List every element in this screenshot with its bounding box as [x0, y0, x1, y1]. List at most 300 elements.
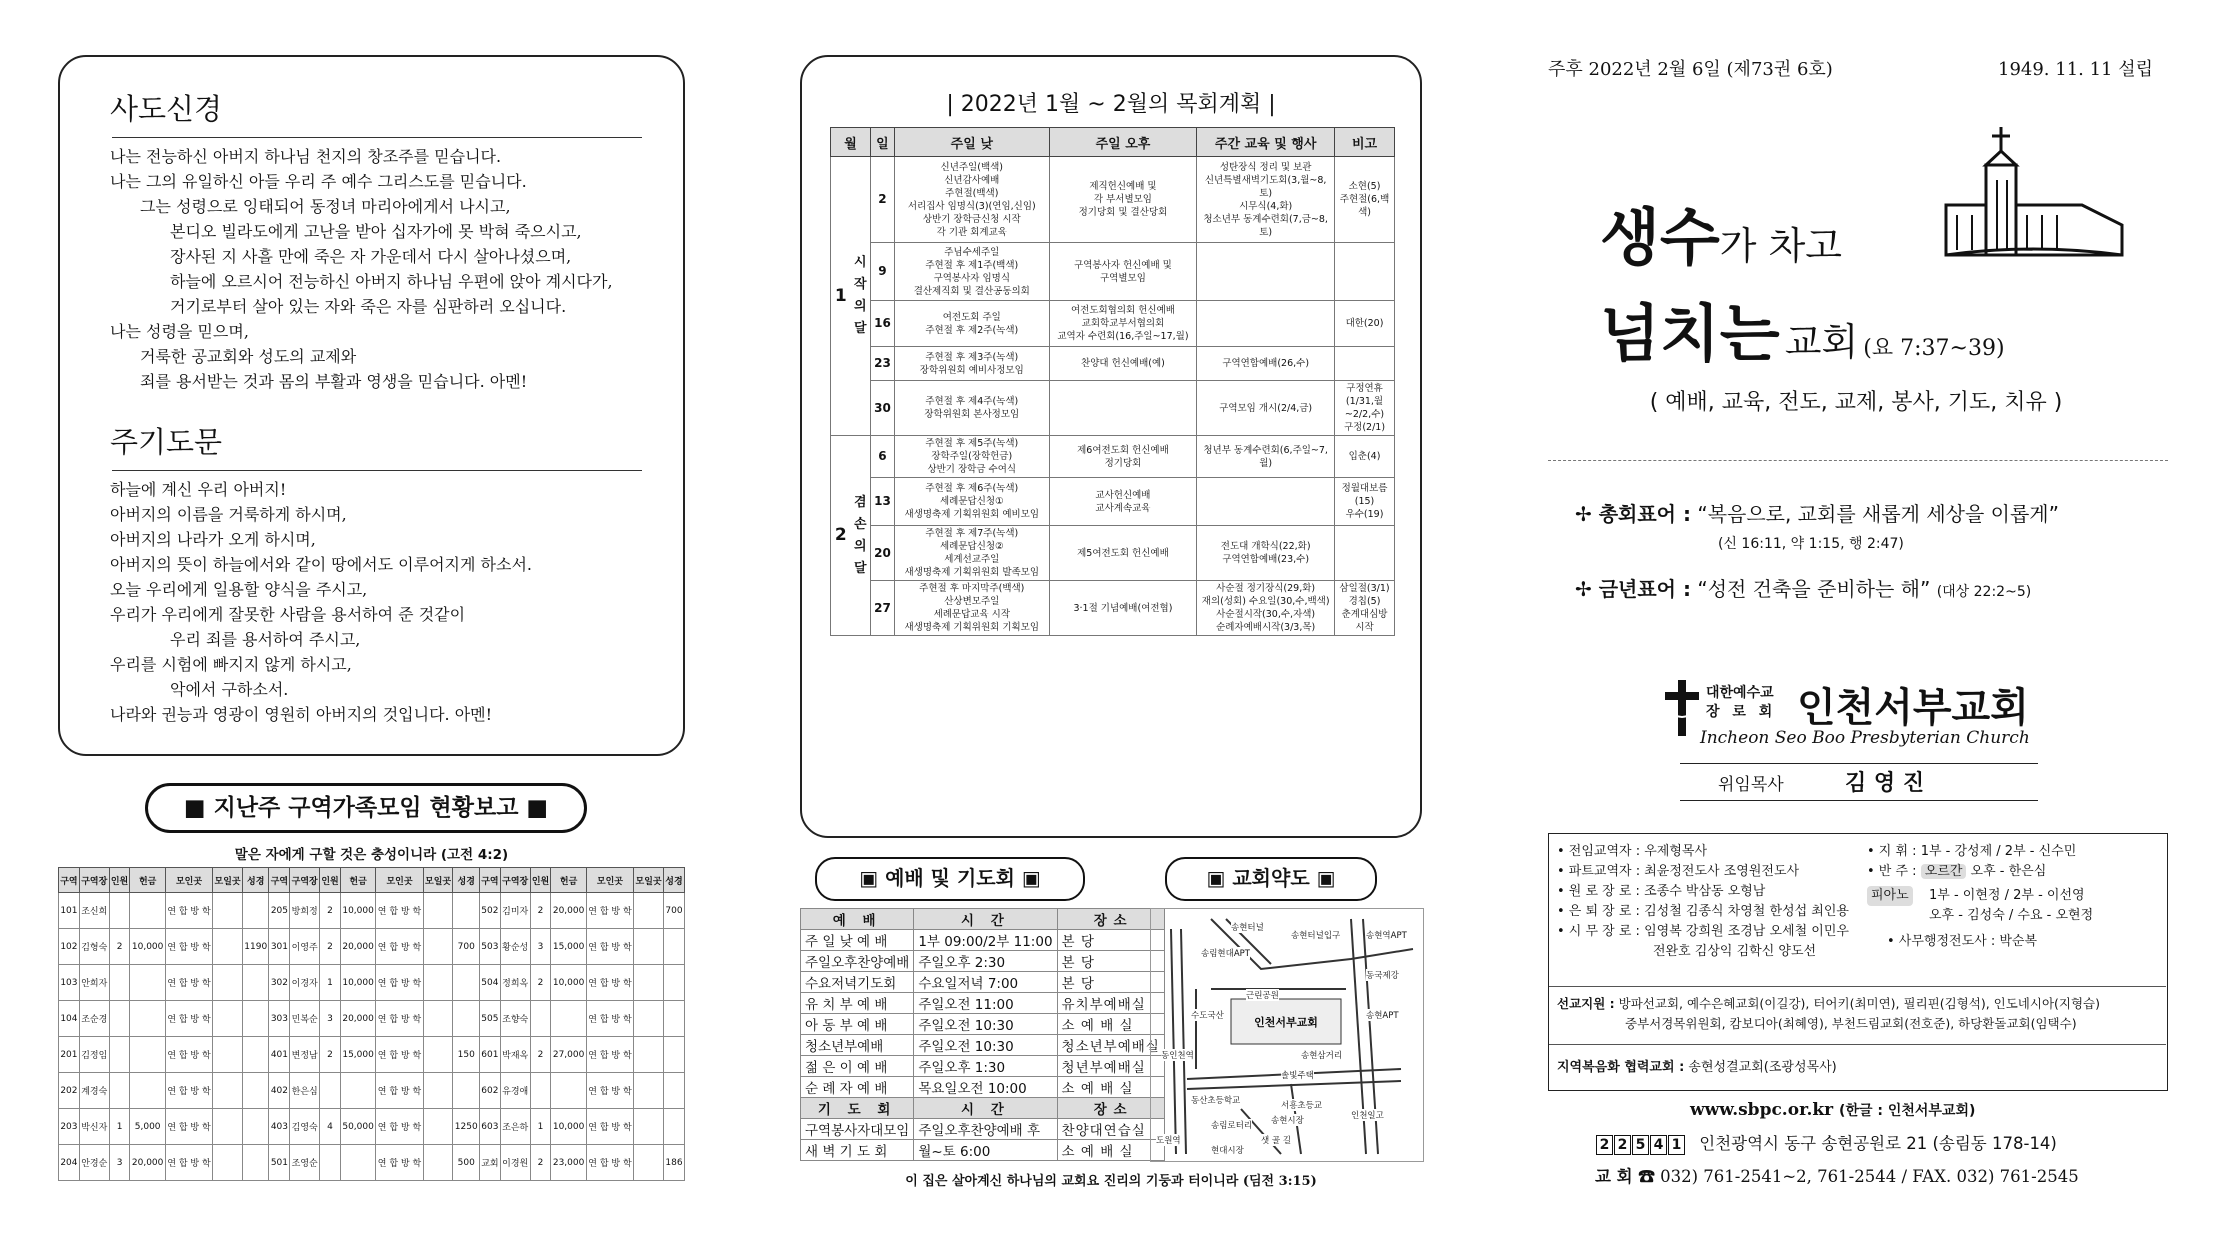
report-cell: 연 합 방 학 [586, 1145, 633, 1181]
schedule-week: 성탄장식 정리 및 보관 신년특별새벽기도회(3,월~8,토) 시무식(4,화) 청소년부 동계수련회(7,금~8,토) [1197, 157, 1335, 243]
report-cell: 조영순 [290, 1145, 320, 1181]
worship-row [801, 930, 1165, 951]
report-cell [423, 1073, 453, 1109]
report-row [59, 965, 685, 1001]
report-cell [109, 1073, 130, 1109]
report-cell [453, 1001, 480, 1037]
report-cell: 연 합 방 학 [376, 1145, 423, 1181]
worship-cell: 1부 09:00/2부 11:00 [914, 930, 1057, 951]
map-label: 도원역 [1156, 1136, 1181, 1146]
report-cell: 202 [59, 1073, 80, 1109]
mission-support [1557, 994, 2100, 1034]
report-cell [213, 1001, 243, 1037]
map-label: 솔빛주택 [1281, 1071, 1314, 1081]
report-cell: 김영숙 [290, 1109, 320, 1145]
dashed-divider [1548, 460, 2168, 461]
denomination-top: 대한예수교 [1706, 685, 1774, 701]
report-cell: 박신자 [79, 1109, 109, 1145]
report-cell [423, 929, 453, 965]
worship-cell: 젊 은 이 예 배 [801, 1056, 914, 1077]
report-cell: 연 합 방 학 [586, 965, 633, 1001]
church-logo-icon [1665, 680, 1699, 740]
schedule-aft: 제6여전도회 헌신예배 정기당회 [1049, 436, 1197, 478]
schedule-week: 구역연합예배(26,수) [1197, 347, 1335, 381]
phone-line [1595, 1163, 2079, 1187]
report-cell [213, 929, 243, 965]
report-cell [663, 965, 684, 1001]
schedule-note: 구정연휴 (1/31,월~2/2,수) 구정(2/1) [1335, 381, 1395, 436]
postcode-digit: 4 [1650, 1135, 1667, 1155]
report-cell: 2 [320, 893, 341, 929]
address: 인천광역시 동구 송현공원로 21 (송림동 178-14) [1699, 1134, 2057, 1153]
schedule-header: 월 [831, 128, 871, 157]
schedule-noon: 주현절 후 제6주(녹색) 세례문답신청① 새생명축제 기획위원회 예비모임 [894, 478, 1049, 526]
report-cell [213, 1073, 243, 1109]
pastor-label: 위임목사 [1718, 775, 1784, 795]
conductor: • 지 휘 : 1부 - 강성제 / 2부 - 신수민 [1867, 844, 2077, 859]
report-cell: 10,000 [551, 1109, 586, 1145]
report-cell: 연 합 방 학 [165, 1145, 212, 1181]
report-cell: 502 [479, 893, 500, 929]
report-cell: 이영주 [290, 929, 320, 965]
report-cell: 15,000 [551, 929, 586, 965]
report-cell: 700 [453, 929, 480, 965]
report-row [59, 1073, 685, 1109]
report-cell: 연 합 방 학 [376, 893, 423, 929]
report-cell: 연 합 방 학 [376, 965, 423, 1001]
report-cell: 103 [59, 965, 80, 1001]
schedule-noon: 신년주일(백색) 신년감사예배 주현절(백색) 서리집사 임명식(3)(연임,신임) 상반기 장학금신청 시작 각 기관 회계교육 [894, 157, 1049, 243]
report-cell: 10,000 [130, 929, 165, 965]
report-cell: 2 [530, 1145, 551, 1181]
schedule-noon: 주현절 후 제4주(녹색) 장학위원회 본사정모임 [894, 381, 1049, 436]
report-cell: 정희옥 [500, 965, 530, 1001]
report-header: 모일곳 [423, 868, 453, 893]
regional-partner [1557, 1056, 1837, 1075]
worship-title: ▣ 예배 및 기도회 ▣ [815, 857, 1085, 901]
schedule-month: 1 [831, 157, 851, 436]
report-header: 구역장 [79, 868, 109, 893]
report-cell [213, 1109, 243, 1145]
prayer-line: 우리를 시험에 빠지지 않게 하시고, [110, 655, 352, 674]
worship-cell: 주일오후찬양예배 후 [914, 1119, 1057, 1140]
worship-cell: 소 예 배 실 [1057, 1014, 1164, 1035]
schedule-month: 2 [831, 436, 851, 636]
schedule-table [830, 127, 1395, 636]
piano-player-2: 오후 - 김성숙 / 수요 - 오현정 [1929, 908, 2094, 923]
report-cell: 203 [59, 1109, 80, 1145]
schedule-day: 2 [870, 157, 894, 243]
report-cell: 2 [530, 1037, 551, 1073]
report-cell [213, 1145, 243, 1181]
map-label: 송현시장 [1271, 1116, 1304, 1126]
postcode [1596, 1134, 1686, 1155]
report-cell: 연 합 방 학 [376, 929, 423, 965]
schedule-noon: 여전도회 주일 주현절 후 제2주(녹색) [894, 301, 1049, 347]
report-cell [551, 1073, 586, 1109]
map-label: 송림현대APT [1201, 949, 1250, 959]
report-cell: 500 [453, 1145, 480, 1181]
worship-row [801, 1140, 1165, 1161]
report-header: 모인곳 [376, 868, 423, 893]
prayer-line: 악에서 구하소서. [170, 680, 289, 699]
report-cell: 402 [269, 1073, 290, 1109]
schedule-header: 주일 낮 [894, 128, 1049, 157]
report-cell [109, 1037, 130, 1073]
worship-row [801, 1077, 1165, 1098]
worship-cell: 아 동 부 예 배 [801, 1014, 914, 1035]
report-cell: 10,000 [551, 965, 586, 1001]
staff-list [1557, 842, 1849, 962]
report-cell: 20,000 [130, 1145, 165, 1181]
prayer-title: 주기도문 [110, 425, 223, 459]
report-cell [453, 893, 480, 929]
report-cell [130, 965, 165, 1001]
report-cell [423, 1145, 453, 1181]
mission-text-2: 중부서경목위원회, 캄보디아(최혜영), 부천드림교회(전호준), 하당환돌교회(임택수) [1625, 1016, 2077, 1031]
worship-table [800, 908, 1165, 1161]
report-cell [663, 1001, 684, 1037]
organ-badge: 오르간 [1921, 864, 1967, 879]
postcode-digit: 5 [1632, 1135, 1649, 1155]
report-cell [130, 1001, 165, 1037]
general-motto-ref: (신 16:11, 약 1:15, 행 2:47) [1718, 536, 1904, 552]
creed-line: 죄를 용서받는 것과 몸의 부활과 영생을 믿습니다. 아멘! [140, 372, 528, 391]
prayer-line: 나라와 권능과 영광이 영원히 아버지의 것입니다. 아멘! [110, 705, 493, 724]
schedule-header: 주일 오후 [1049, 128, 1197, 157]
schedule-header: 일 [870, 128, 894, 157]
report-header: 인원 [530, 868, 551, 893]
schedule-aft: 제5여전도회 헌신예배 [1049, 526, 1197, 581]
schedule-noon: 주현절 후 마지막주(백색) 산상변모주일 세례문답교육 시작 새생명축제 기획위원회 기획모임 [894, 581, 1049, 636]
report-cell [453, 1073, 480, 1109]
worship-cell: 청소년부예배 [801, 1035, 914, 1056]
report-cell: 401 [269, 1037, 290, 1073]
report-header: 구역장 [290, 868, 320, 893]
report-cell [340, 1073, 375, 1109]
schedule-aft: 찬양대 헌신예배(예) [1049, 347, 1197, 381]
map-label: 송현역APT [1366, 931, 1407, 941]
report-cell: 연 합 방 학 [586, 1073, 633, 1109]
schedule-note [1335, 243, 1395, 301]
regional-label: 지역복음화 협력교회 : [1557, 1060, 1685, 1075]
worship-cell: 수요저녁기도회 [801, 972, 914, 993]
schedule-day: 30 [870, 381, 894, 436]
schedule-row [831, 243, 1395, 301]
report-cell [634, 893, 664, 929]
report-cell: 303 [269, 1001, 290, 1037]
worship-cell: 본 당 [1057, 972, 1164, 993]
report-cell: 조순경 [79, 1001, 109, 1037]
piano-player-1: 1부 - 이현정 / 2부 - 이선영 [1929, 888, 2085, 903]
schedule-week: 청년부 동계수련회(6,주일~7,월) [1197, 436, 1335, 478]
report-cell: 3 [109, 1145, 130, 1181]
report-header: 모일곳 [634, 868, 664, 893]
schedule-aft: 3·1절 기념예배(여전협) [1049, 581, 1197, 636]
schedule-row [831, 526, 1395, 581]
map-label: 근린공원 [1246, 991, 1279, 1001]
report-cell: 계경숙 [79, 1073, 109, 1109]
report-cell: 3 [320, 1001, 341, 1037]
schedule-title: | 2022년 1월 ~ 2월의 목회계획 | [946, 92, 1276, 117]
report-cell: 501 [269, 1145, 290, 1181]
report-cell [242, 965, 269, 1001]
report-header: 구역 [269, 868, 290, 893]
worship-cell: 주일오전 10:30 [914, 1035, 1057, 1056]
report-cell: 한은심 [290, 1073, 320, 1109]
schedule-week: 구역모임 개시(2/4,금) [1197, 381, 1335, 436]
report-cell [242, 1145, 269, 1181]
report-cell: 안희자 [79, 965, 109, 1001]
report-cell: 2 [320, 929, 341, 965]
website-url[interactable]: www.sbpc.or.kr [1690, 1100, 1834, 1120]
report-header: 구역 [59, 868, 80, 893]
report-cell [663, 929, 684, 965]
report-cell: 연 합 방 학 [586, 929, 633, 965]
schedule-aft: 구역봉사자 헌신예배 및 구역별모임 [1049, 243, 1197, 301]
report-cell: 205 [269, 893, 290, 929]
slogan-reference: (요 7:37~39) [1863, 336, 2005, 361]
report-cell [320, 1073, 341, 1109]
report-cell: 403 [269, 1109, 290, 1145]
report-row [59, 1001, 685, 1037]
report-cell: 503 [479, 929, 500, 965]
report-cell: 연 합 방 학 [165, 893, 212, 929]
report-cell: 방희정 [290, 893, 320, 929]
report-cell [213, 965, 243, 1001]
report-cell: 10,000 [340, 965, 375, 1001]
schedule-row [831, 581, 1395, 636]
report-cell [109, 1001, 130, 1037]
worship-cell: 시 간 [914, 1098, 1057, 1119]
creed-line: 본디오 빌라도에게 고난을 받아 십자가에 못 박혀 죽으시고, [170, 222, 582, 241]
report-cell: 504 [479, 965, 500, 1001]
report-cell [530, 1073, 551, 1109]
report-row [59, 929, 685, 965]
report-cell: 5,000 [130, 1109, 165, 1145]
report-cell [663, 1037, 684, 1073]
report-cell: 연 합 방 학 [586, 1109, 633, 1145]
schedule-week [1197, 243, 1335, 301]
worship-cell: 구역봉사자대모임 [801, 1119, 914, 1140]
report-cell [242, 1109, 269, 1145]
schedule-row [831, 381, 1395, 436]
report-cell: 김정임 [79, 1037, 109, 1073]
map-label: 송림로터리 [1211, 1121, 1253, 1131]
report-header: 모인곳 [165, 868, 212, 893]
prayer-line: 우리가 우리에게 잘못한 사람을 용서하여 준 것같이 [110, 605, 466, 624]
schedule-header: 주간 교육 및 행사 [1197, 128, 1335, 157]
worship-cell: 시 간 [914, 909, 1057, 930]
creed-line: 나는 전능하신 아버지 하나님 천지의 창조주를 믿습니다. [110, 147, 502, 166]
report-cell [634, 929, 664, 965]
report-cell: 20,000 [340, 1001, 375, 1037]
prayer-line: 아버지의 나라가 오게 하시며, [110, 530, 316, 549]
map-label: 동인천역 [1161, 1051, 1194, 1061]
schedule-week [1197, 301, 1335, 347]
creed-line: 그는 성령으로 잉태되어 동정녀 마리아에게서 나시고, [140, 197, 511, 216]
worship-cell: 주일오후찬양예배 [801, 951, 914, 972]
schedule-day: 27 [870, 581, 894, 636]
prayer-line: 오늘 우리에게 일용할 양식을 주시고, [110, 580, 368, 599]
staff-line: 전완호 김상익 김학신 양도선 [1653, 944, 1817, 959]
report-cell [242, 1001, 269, 1037]
report-cell: 2 [530, 893, 551, 929]
report-cell: 연 합 방 학 [376, 1109, 423, 1145]
worship-cell: 새 벽 기 도 회 [801, 1140, 914, 1161]
creed-line: 나는 성령을 믿으며, [110, 322, 249, 341]
report-cell: 23,000 [551, 1145, 586, 1181]
report-header: 모일곳 [213, 868, 243, 893]
worship-cell: 소 예 배 실 [1057, 1077, 1164, 1098]
report-cell: 연 합 방 학 [165, 1109, 212, 1145]
piano-badge: 피아노 [1867, 886, 1913, 906]
founded-date: 1949. 11. 11 설립 [1998, 59, 2154, 80]
report-header: 헌금 [130, 868, 165, 893]
schedule-noon: 주현절 후 제7주(녹색) 세례문답신청② 세계선교주일 새생명축제 기획위원회 발족모임 [894, 526, 1049, 581]
report-cell [423, 893, 453, 929]
map-title: ▣ 교회약도 ▣ [1165, 857, 1377, 901]
report-header: 헌금 [340, 868, 375, 893]
report-cell: 15,000 [340, 1037, 375, 1073]
church-map [1150, 908, 1424, 1162]
schedule-aft: 제직헌신예배 및 각 부서별모임 정기당회 및 결산당회 [1049, 157, 1197, 243]
report-cell: 연 합 방 학 [165, 1001, 212, 1037]
worship-row [801, 1035, 1165, 1056]
pastor-name: 김 영 진 [1845, 770, 1925, 796]
report-cell: 박재옥 [500, 1037, 530, 1073]
phone-label: 교 회 ☎ [1595, 1167, 1655, 1186]
church-english-name: Incheon Seo Boo Presbyterian Church [1700, 728, 2030, 748]
schedule-note: 삼일절(3/1) 경칩(5) 춘계대심방시작 [1335, 581, 1395, 636]
worship-row [801, 993, 1165, 1014]
report-cell [242, 1073, 269, 1109]
staff-line: • 시 무 장 로 : 임영복 강희원 조경남 오세철 이민우 [1557, 924, 1849, 939]
footer-verse: 이 집은 살아계신 하나님의 교회요 진리의 기둥과 터이니라 (딤전 3:15) [905, 1174, 1317, 1189]
schedule-noon: 주현절 후 제3주(녹색) 장학위원회 예비사정모임 [894, 347, 1049, 381]
denomination [1706, 684, 1776, 722]
creed-line: 하늘에 오르시어 전능하신 아버지 하나님 우편에 앉아 계시다가, [170, 272, 613, 291]
report-cell: 연 합 방 학 [376, 1001, 423, 1037]
worship-cell: 유치부예배실 [1057, 993, 1164, 1014]
map-label: 송현삼거리 [1301, 1051, 1343, 1061]
report-cell [634, 1073, 664, 1109]
map-label: 현대시장 [1211, 1146, 1244, 1156]
report-cell: 연 합 방 학 [586, 1037, 633, 1073]
report-row [59, 1145, 685, 1181]
prayer-line: 아버지의 이름을 거룩하게 하시며, [110, 505, 347, 524]
schedule-month-theme: 겸 손 의 달 [850, 436, 870, 636]
schedule-day: 23 [870, 347, 894, 381]
report-cell: 20,000 [551, 893, 586, 929]
creed-title: 사도신경 [110, 92, 223, 126]
schedule-row [831, 157, 1395, 243]
staff-line: • 전임교역자 : 우제형목사 [1557, 844, 1708, 859]
worship-cell: 목요일오전 10:00 [914, 1077, 1057, 1098]
report-cell: 101 [59, 893, 80, 929]
fax-number: / FAX. 032) 761-2545 [1901, 1167, 2079, 1186]
worship-cell: 장 소 [1057, 909, 1164, 930]
worship-row [801, 909, 1165, 930]
map-label: 인천일고 [1351, 1111, 1384, 1121]
schedule-panel [800, 55, 1422, 838]
report-cell: 유경애 [500, 1073, 530, 1109]
church-name: 인천서부교회 [1797, 685, 2029, 731]
mission-label: 선교지원 : [1557, 996, 1615, 1011]
report-cell [130, 1073, 165, 1109]
report-cell: 2 [109, 929, 130, 965]
schedule-row [831, 478, 1395, 526]
general-motto-label: ✢ 총회표어 : [1575, 502, 1691, 526]
report-cell [530, 1001, 551, 1037]
report-cell: 27,000 [551, 1037, 586, 1073]
report-cell [242, 1037, 269, 1073]
report-cell: 102 [59, 929, 80, 965]
report-cell: 2 [320, 1037, 341, 1073]
schedule-note: 정월대보름(15) 우수(19) [1335, 478, 1395, 526]
report-cell [634, 1037, 664, 1073]
staff-line: • 파트교역자 : 최윤정전도사 조영원전도사 [1557, 864, 1800, 879]
worship-row [801, 1014, 1165, 1035]
worship-row [801, 1098, 1165, 1119]
denomination-bottom: 장 로 회 [1706, 704, 1777, 720]
report-cell: 302 [269, 965, 290, 1001]
report-cell [551, 1001, 586, 1037]
prayer-text [110, 477, 532, 727]
worship-cell: 예 배 [801, 909, 914, 930]
report-cell: 204 [59, 1145, 80, 1181]
report-header: 성경 [663, 868, 684, 893]
report-cell: 2 [530, 965, 551, 1001]
worship-cell: 월~토 6:00 [914, 1140, 1057, 1161]
phone-number: 032) 761-2541~2, 761-2544 [1660, 1167, 1897, 1186]
report-cell: 20,000 [340, 929, 375, 965]
report-header: 성경 [453, 868, 480, 893]
report-cell [423, 1109, 453, 1145]
report-header: 인원 [109, 868, 130, 893]
report-cell: 황순성 [500, 929, 530, 965]
schedule-aft: 여전도회협의회 헌신예배 교회학교부서협의회 교역자 수련회(16,주일~17,월) [1049, 301, 1197, 347]
report-cell [130, 1037, 165, 1073]
report-cell: 1190 [242, 929, 269, 965]
schedule-noon: 주현절 후 제5주(녹색) 장학주일(장학헌금) 상반기 장학금 수여식 [894, 436, 1049, 478]
postcode-digit: 2 [1614, 1135, 1631, 1155]
website [1690, 1100, 1975, 1120]
report-cell: 1 [320, 965, 341, 1001]
admin-staff: • 사무행정전도사 : 박순복 [1887, 934, 2038, 949]
creed-text [110, 144, 613, 394]
worship-row [801, 1056, 1165, 1077]
report-cell [340, 1145, 375, 1181]
report-cell: 150 [453, 1037, 480, 1073]
report-cell: 601 [479, 1037, 500, 1073]
map-label: 송현터널 [1231, 923, 1264, 933]
report-cell [634, 965, 664, 1001]
schedule-note: 입춘(4) [1335, 436, 1395, 478]
report-cell: 연 합 방 학 [586, 893, 633, 929]
prayer-line: 아버지의 뜻이 하늘에서와 같이 땅에서도 이루어지게 하소서. [110, 555, 533, 574]
report-cell: 602 [479, 1073, 500, 1109]
schedule-row [831, 347, 1395, 381]
schedule-noon: 주님수세주일 주현절 후 제1주(백색) 구역봉사자 임명식 결산제직회 및 결산공동의회 [894, 243, 1049, 301]
prayer-line: 하늘에 계신 우리 아버지! [110, 480, 287, 499]
report-header: 헌금 [551, 868, 586, 893]
issue-date: 주후 2022년 2월 6일 (제73권 6호) [1548, 59, 1833, 80]
slogan-bold-2: 넘치는 [1600, 297, 1780, 370]
prayer-line: 우리 죄를 용서하여 주시고, [170, 630, 361, 649]
report-cell: 50,000 [340, 1109, 375, 1145]
general-motto-text: “복음으로, 교회를 새롭게 세상을 이롭게” [1697, 502, 2059, 526]
